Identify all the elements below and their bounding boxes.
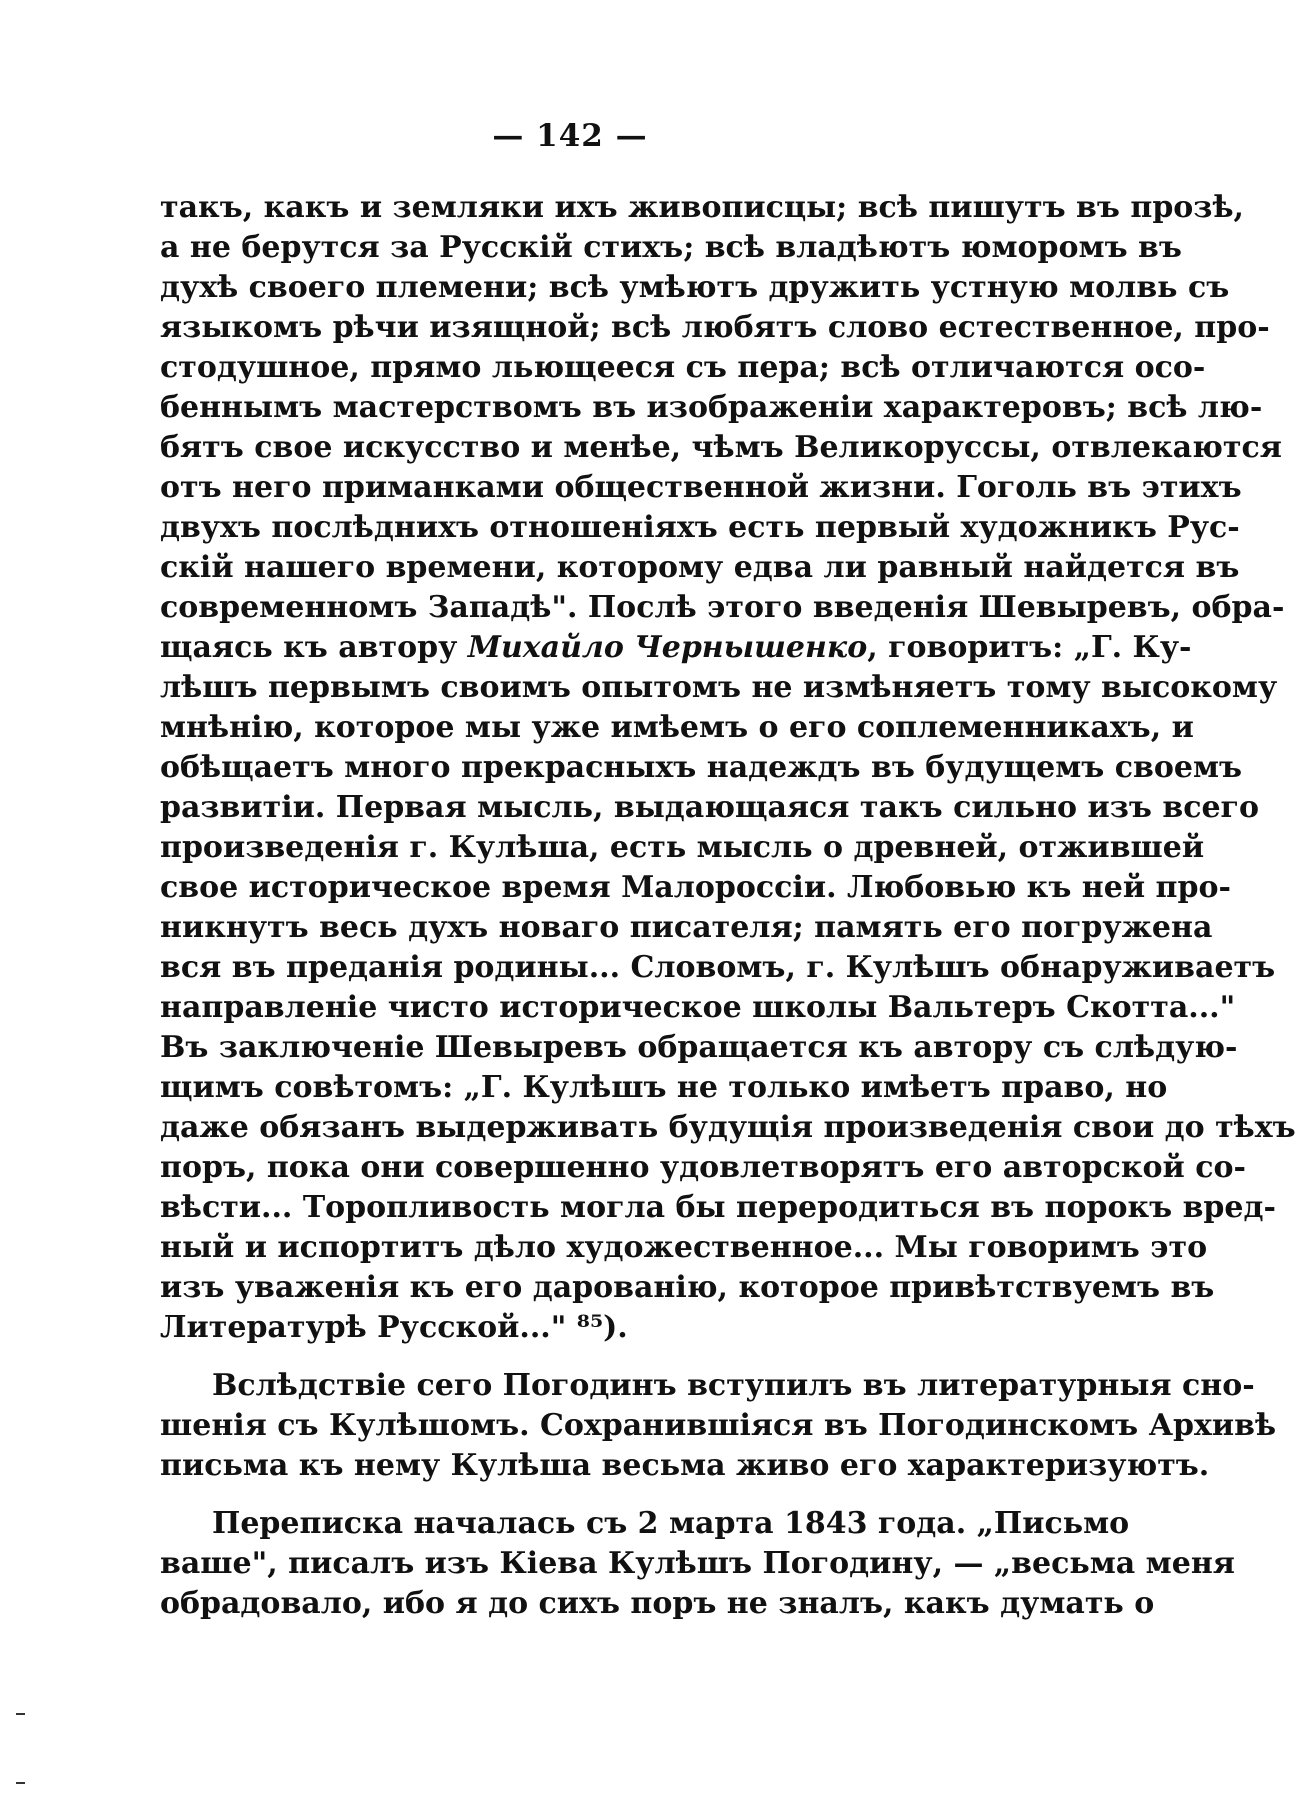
- paragraph-1: [160, 188, 1296, 1348]
- text-line: вѣсти... Торопливость могла бы переродиться въ порокъ вред-: [160, 1190, 1276, 1225]
- text-line: щимъ совѣтомъ: „Г. Кулѣшъ не только имѣетъ право, но: [160, 1070, 1168, 1105]
- text-line: лѣшъ первымъ своимъ опытомъ не измѣняетъ тому высокому: [160, 670, 1278, 705]
- text-line: ваше", писалъ изъ Кіева Кулѣшъ Погодину, — „весьма меня: [160, 1546, 1235, 1581]
- paragraph-3: [160, 1504, 1235, 1624]
- text-line: поръ, пока они совершенно удовлетворятъ его авторской со-: [160, 1150, 1246, 1185]
- author-name-italic: Михайло Чернышенко: [467, 630, 868, 665]
- text-line: стодушное, прямо льющееся съ пера; всѣ отличаются осо-: [160, 350, 1206, 385]
- paragraph-gap: [160, 1348, 1000, 1366]
- text-line: вся въ преданія родины... Словомъ, г. Кулѣшъ обнаруживаетъ: [160, 950, 1276, 985]
- text-line: произведенія г. Кулѣша, есть мысль о древней, отжившей: [160, 830, 1205, 865]
- text-line: даже обязанъ выдерживать будущія произведенія свои до тѣхъ: [160, 1110, 1296, 1145]
- text-line: письма къ нему Кулѣша весьма живо его характеризуютъ.: [160, 1448, 1210, 1483]
- text-line: изъ уваженія къ его дарованію, которое привѣтствуемъ въ: [160, 1270, 1215, 1305]
- text-line: шенія съ Кулѣшомъ. Сохранившіяся въ Погодинскомъ Архивѣ: [160, 1408, 1277, 1443]
- text-line: Въ заключеніе Шевыревъ обращается къ автору съ слѣдую-: [160, 1030, 1238, 1065]
- text-line: современномъ Западѣ". Послѣ этого введенія Шевыревъ, обра-: [160, 590, 1285, 625]
- text-line: а не берутся за Русскій стихъ; всѣ владѣютъ юморомъ въ: [160, 230, 1182, 265]
- text-line: свое историческое время Малороссіи. Любовью къ ней про-: [160, 870, 1231, 905]
- text-line: беннымъ мастерствомъ въ изображеніи характеровъ; всѣ лю-: [160, 390, 1263, 425]
- text-line: языкомъ рѣчи изящной; всѣ любятъ слово естественное, про-: [160, 310, 1270, 345]
- text-line: обрадовало, ибо я до сихъ поръ не зналъ, какъ думать о: [160, 1586, 1155, 1621]
- margin-scan-mark: [16, 1713, 25, 1715]
- page-number: — 142 —: [492, 118, 648, 154]
- paragraph-gap: [160, 1486, 1000, 1504]
- margin-scan-mark: [16, 1782, 25, 1784]
- text-line: духѣ своего племени; всѣ умѣютъ дружить устную молвь съ: [160, 270, 1230, 305]
- text-line-with-footnote: Литературѣ Русской..." ⁸⁵).: [160, 1310, 628, 1345]
- body-text: [160, 188, 1296, 1624]
- text-line: двухъ послѣднихъ отношеніяхъ есть первый художникъ Рус-: [160, 510, 1240, 545]
- text-line: направленіе чисто историческое школы Вальтеръ Скотта...": [160, 990, 1236, 1025]
- text-line: скій нашего времени, которому едва ли равный найдется въ: [160, 550, 1240, 585]
- text-line: ный и испортитъ дѣло художественное... Мы говоримъ это: [160, 1230, 1208, 1265]
- text-line: отъ него приманками общественной жизни. Гоголь въ этихъ: [160, 470, 1242, 505]
- text-line: Вслѣдствіе сего Погодинъ вступилъ въ литературныя сно-: [212, 1368, 1255, 1403]
- text-line: обѣщаетъ много прекрасныхъ надеждъ въ будущемъ своемъ: [160, 750, 1243, 785]
- paragraph-2: [160, 1366, 1277, 1486]
- text-line: мнѣнію, которое мы уже имѣемъ о его соплеменникахъ, и: [160, 710, 1194, 745]
- text-line-with-italic: щаясь къ автору Михайло Чернышенко, говоритъ: „Г. Ку-: [160, 630, 1192, 665]
- text-line: Переписка началась съ 2 марта 1843 года. „Письмо: [212, 1506, 1130, 1541]
- text-line: бятъ свое искусство и менѣе, чѣмъ Великоруссы, отвлекаются: [160, 430, 1282, 465]
- text-line: такъ, какъ и земляки ихъ живописцы; всѣ пишутъ въ прозѣ,: [160, 190, 1244, 225]
- text-line: развитіи. Первая мысль, выдающаяся такъ сильно изъ всего: [160, 790, 1259, 825]
- text-line: никнутъ весь духъ новаго писателя; память его погружена: [160, 910, 1213, 945]
